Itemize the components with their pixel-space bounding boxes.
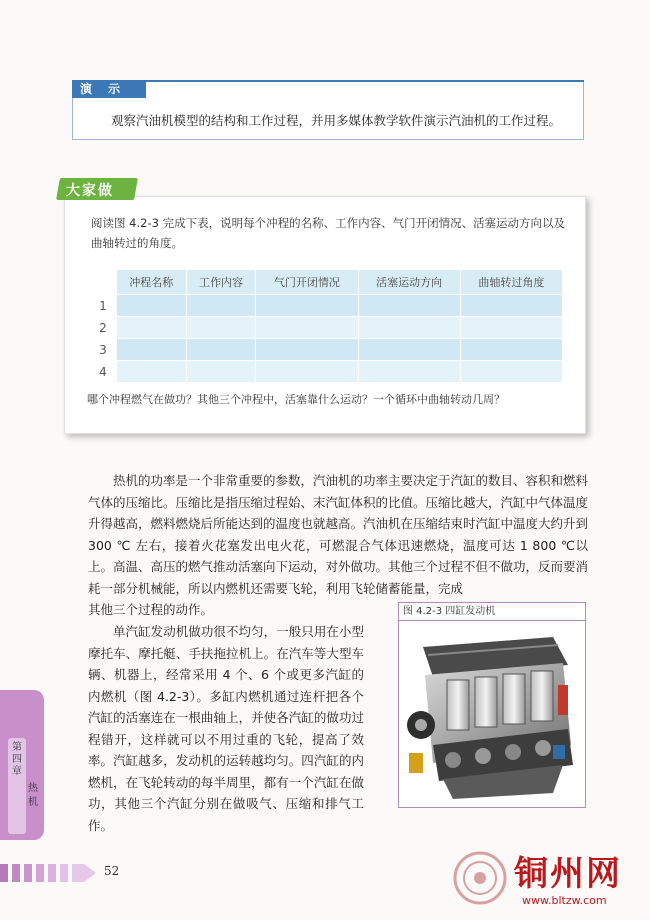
activity-label xyxy=(58,178,138,202)
row-number: 3 xyxy=(90,339,117,361)
table-header: 工作内容 xyxy=(186,270,256,295)
paragraph-power: 热机的功率是一个非常重要的参数，汽油机的功率主要决定于汽缸的数目、容积和燃料气体的压缩比。压缩比是指压缩过程始、末汽缸体积的比值。压缩比越大，汽缸中气体温度升得越高，燃料燃烧后所能达到的温度也就越高。汽油机在压缩结束时汽缸中温度大约升到 300 ℃ 左右，接着火花塞发出电火花，可燃混合气体迅速燃烧，温度可达 1 800 ℃以上。高温、高压的燃气推动活塞向下运动，对外做功。其他三个过程不但不做功，反而要消耗一部分机械能，所以内燃机还需要飞轮，利用飞轮储蓄能量，完成 xyxy=(88,473,589,596)
table-cell xyxy=(186,361,256,383)
table-row xyxy=(90,317,563,339)
table-row xyxy=(90,295,563,317)
figure-caption: 图 4.2-3 四缸发动机 xyxy=(399,603,585,621)
activity-question: 哪个冲程燃气在做功？其他三个冲程中，活塞靠什么运动？一个循环中曲轴转动几周？ xyxy=(87,393,505,406)
table-cell xyxy=(460,295,562,317)
chapter-side-tab xyxy=(0,690,44,840)
table-cell xyxy=(117,361,187,383)
table-cell xyxy=(186,295,256,317)
table-header: 曲轴转过角度 xyxy=(460,270,562,295)
table-cell xyxy=(186,317,256,339)
side-tab-title: 热 机 xyxy=(28,783,38,808)
table-cell xyxy=(460,339,562,361)
row-number: 4 xyxy=(90,361,117,383)
table-cell xyxy=(186,339,256,361)
paragraph-power-end: 其他三个过程的动作。 xyxy=(88,602,214,617)
table-cell xyxy=(358,361,460,383)
watermark-url: www.bltzw.com xyxy=(522,894,607,907)
table-row xyxy=(90,339,563,361)
table-header: 活塞运动方向 xyxy=(358,270,460,295)
table-cell xyxy=(358,339,460,361)
table-cell xyxy=(460,317,562,339)
watermark-seal-icon xyxy=(452,850,508,906)
activity-intro: 阅读图 4.2-3 完成下表，说明每个冲程的名称、工作内容、气门开闭情况、活塞运动方向以及曲轴转过的角度。 xyxy=(91,216,566,250)
demo-tab-rule xyxy=(137,80,584,82)
table-cell xyxy=(256,361,358,383)
table-header: 冲程名称 xyxy=(117,270,187,295)
table-row xyxy=(90,361,563,383)
table-cell xyxy=(460,361,562,383)
watermark xyxy=(452,846,642,916)
table-cell xyxy=(256,339,358,361)
table-header-blank xyxy=(90,270,117,295)
table-cell xyxy=(358,317,460,339)
table-cell xyxy=(256,295,358,317)
table-cell xyxy=(358,295,460,317)
demo-box xyxy=(72,80,584,140)
demo-text: 观察汽油机模型的结构和工作过程，并用多媒体教学软件演示汽油机的工作过程。 xyxy=(111,113,562,128)
table-header: 气门开闭情况 xyxy=(256,270,358,295)
side-tab-chapter: 第四章 xyxy=(12,742,22,777)
activity-label-text: 大家做 xyxy=(66,183,114,199)
demo-tab-label: 演 示 xyxy=(72,80,146,98)
paragraph-multicylinder: 单汽缸发动机做功很不均匀，一般只用在小型摩托车、摩托艇、手扶拖拉机上。在汽车等大型车辆、机器上，经常采用 4 个、6 个或更多汽缸的内燃机（图 4.2-3）。多缸内燃机通过连杆把各个汽缸的活塞连在一根曲轴上，并使各汽缸的做功过程错开，这样就可以不用过重的飞轮，提高了效率。汽缸越多，发动机的运转越均匀。四汽缸的内燃机，在飞轮转动的每半周里，都有一个汽缸在做功，其他三个汽缸分别在做吸气、压缩和排气工作。 xyxy=(88,624,364,833)
stroke-table xyxy=(89,269,563,383)
activity-box xyxy=(64,196,586,434)
table-cell xyxy=(117,339,187,361)
table-cell xyxy=(256,317,358,339)
table-header-row xyxy=(90,270,563,295)
table-cell xyxy=(117,295,187,317)
table-cell xyxy=(117,317,187,339)
row-number: 2 xyxy=(90,317,117,339)
figure-engine xyxy=(398,602,586,808)
footer-arrows-decoration xyxy=(0,858,100,888)
row-number: 1 xyxy=(90,295,117,317)
watermark-name: 铜州网 xyxy=(514,854,622,894)
engine-illustration xyxy=(403,625,581,803)
page-number: 52 xyxy=(104,864,120,878)
